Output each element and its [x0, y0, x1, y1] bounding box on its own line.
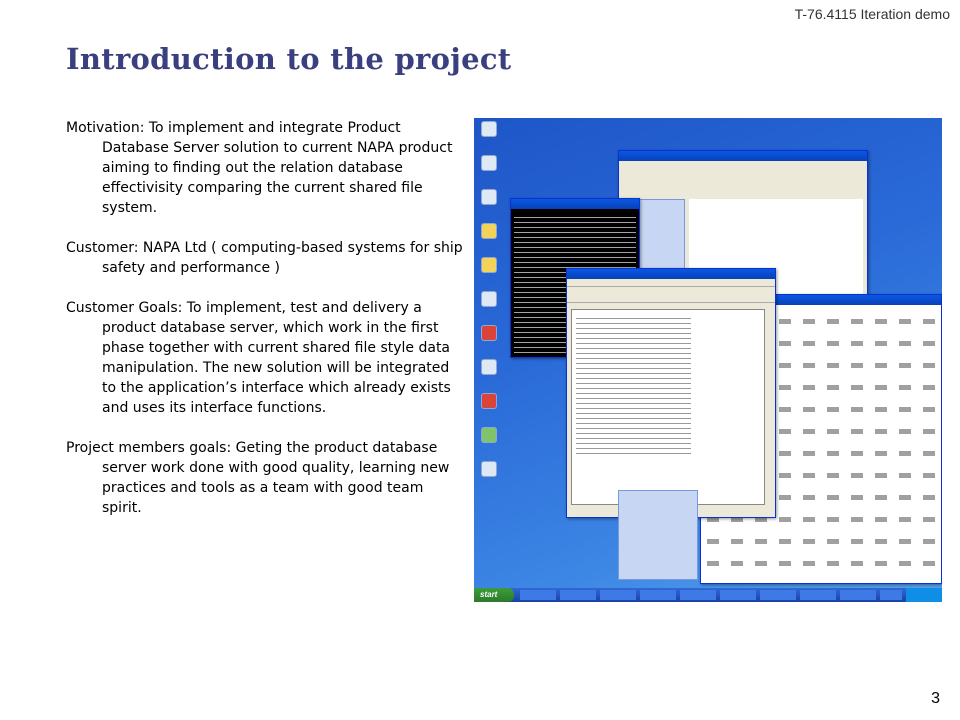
details-pane — [618, 490, 698, 580]
recycle-bin-icon — [482, 122, 496, 136]
napa-titlebar — [567, 269, 775, 279]
update-icon — [482, 394, 496, 408]
page-number: 3 — [931, 690, 940, 707]
installer-icon — [482, 326, 496, 340]
system-tray — [906, 588, 942, 602]
command-prompt-titlebar — [511, 199, 639, 209]
explorer-titlebar — [619, 151, 867, 161]
app-icon — [482, 428, 496, 442]
napa-console-output — [576, 314, 691, 454]
app-icon-2 — [482, 462, 496, 476]
folder-icon — [482, 258, 496, 272]
network-icon — [482, 156, 496, 170]
desktop-screenshot — [474, 118, 942, 602]
course-tag: T-76.4115 Iteration demo — [794, 6, 950, 22]
java-icon — [482, 224, 496, 238]
slide-title: Introduction to the project — [66, 42, 512, 76]
desktop-icons — [478, 122, 500, 496]
paragraph-members-goals: Project members goals: Geting the product database server work done with good quality, learning new practices and tools as a team with good team spirit. — [66, 440, 450, 516]
taskbar-buttons — [520, 590, 902, 600]
network-media-icon — [482, 360, 496, 374]
document-icon — [482, 292, 496, 306]
napa-menubar — [567, 279, 775, 287]
napa-toolbar — [567, 287, 775, 303]
paragraph-motivation: Motivation: To implement and integrate Product Database Server solution to current NAPA product aiming to finding out the relation database effectivisity comparing the current shared file system. — [66, 120, 453, 216]
paragraph-customer: Customer: NAPA Ltd ( computing-based systems for ship safety and performance ) — [66, 240, 463, 276]
taskbar — [474, 588, 942, 602]
network-places-icon — [482, 190, 496, 204]
paragraph-customer-goals: Customer Goals: To implement, test and delivery a product database server, which work in the first phase together with current shared file style data manipulation. The new solution will be integrated to the application’s interface which already exists and uses its interface functions. — [66, 300, 451, 416]
napa-administrator-window — [566, 268, 776, 518]
start-button: start — [474, 588, 514, 602]
body-text — [66, 118, 464, 538]
napa-console — [571, 309, 765, 505]
